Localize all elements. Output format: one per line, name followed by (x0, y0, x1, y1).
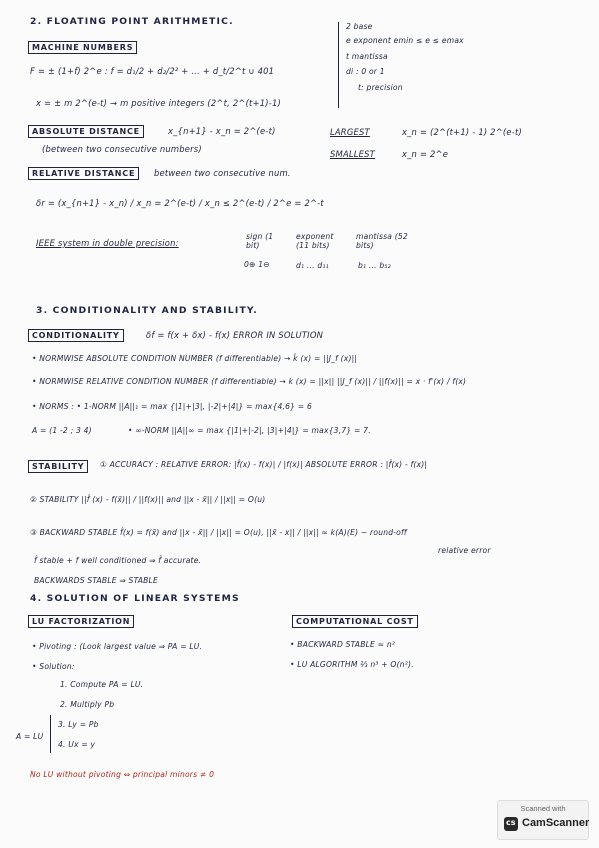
rel-note: between two consecutive num. (154, 168, 291, 178)
relative-distance-box: RELATIVE DISTANCE (28, 167, 139, 180)
pivoting-line: • Pivoting : (Look largest value ⇒ PA = LU. (32, 642, 203, 651)
relative-error-note: relative error (438, 546, 491, 555)
note-2: t mantissa (346, 52, 388, 61)
cost-line-1: • BACKWARD STABLE ≈ n² (290, 640, 396, 649)
x-formula: x = ± m 2^(e-t) → m positive integers (2^t, 2^(t+1)-1) (36, 98, 281, 108)
inf-norm: • ∞-NORM ||A||∞ = max {|1|+|-2|, |3|+|4|} = max{3,7} = 7. (128, 426, 371, 435)
largest-label: LARGEST (330, 127, 370, 137)
section-4-title: 4. SOLUTION OF LINEAR SYSTEMS (30, 593, 240, 604)
ieee-val-sign: 0⊕ 1⊖ (244, 260, 270, 269)
note-3: di : 0 or 1 (346, 67, 385, 76)
a-eq-lu: A = LU (16, 732, 44, 741)
ieee-col-exp: exponent (11 bits) (296, 232, 334, 250)
cost-line-2: • LU ALGORITHM ⅔ n³ + O(n²). (290, 660, 414, 669)
lu-factorization-box: LU FACTORIZATION (28, 615, 134, 628)
largest-formula: x_n = (2^(t+1) - 1) 2^(e-t) (402, 127, 522, 137)
step-4: 4. Ux = y (58, 740, 96, 749)
note-4: t: precision (358, 83, 403, 92)
float-formula: F = ± (1+f) 2^e : f = d₁/2 + d₂/2² + ... + d_t/2^t ∪ 401 (30, 66, 275, 76)
norms-line: • NORMS : • 1-NORM ||A||₁ = max {|1|+|3|, |-2|+|4|} = max{4,6} = 6 (32, 402, 313, 411)
ieee-val-mant: b₁ ... b₅₂ (358, 261, 391, 270)
section-3-title: 3. CONDITIONALITY AND STABILITY. (36, 305, 258, 316)
solution-label: • Solution: (32, 662, 75, 671)
stability-line: ② STABILITY ||f̂ (x) - f(x̃)|| / ||f(x)|| and ||x - x̃|| / ||x|| = O(u) (30, 495, 266, 504)
matrix-A: A = (1 -2 ; 3 4) (32, 426, 92, 435)
ieee-title: IEEE system in double precision: (36, 238, 179, 248)
step-3: 3. Ly = Pb (58, 720, 99, 729)
scanned-with-text: Scanned with (520, 804, 566, 813)
absolute-distance-box: ABSOLUTE DISTANCE (28, 125, 144, 138)
cond-formula: δf = f(x + δx) - f(x) ERROR IN SOLUTION (146, 330, 324, 340)
norm-abs: • NORMWISE ABSOLUTE CONDITION NUMBER (f differentiable) → k̂ (x) = ||J_f (x)|| (32, 354, 358, 363)
camscanner-name: CamScanner (522, 817, 590, 829)
backward-line: ③ BACKWARD STABLE f̂(x) = f(x̃) and ||x - x̃|| / ||x|| = O(u), ||x̃ - x|| / ||x|| ≈ k(A)(E) ~ round-off (30, 528, 407, 537)
smallest-formula: x_n = 2^e (402, 149, 449, 159)
section-2-title: 2. FLOATING POINT ARITHMETIC. (30, 16, 234, 27)
steps-bracket (50, 715, 51, 753)
ieee-col-mant: mantissa (52 bits) (356, 232, 408, 250)
note-0: 2 base (346, 22, 373, 31)
ieee-col-sign: sign (1 bit) (246, 232, 274, 250)
smallest-label: SMALLEST (330, 149, 375, 159)
computational-cost-box: COMPUTATIONAL COST (292, 615, 418, 628)
notes-divider (338, 22, 339, 108)
step-1: 1. Compute PA = LU. (60, 680, 144, 689)
accuracy-line: ① ACCURACY : RELATIVE ERROR: |f̂(x) - f(x)| / |f(x)| ABSOLUTE ERROR : |f̂(x) - f(x)| (100, 460, 428, 469)
camscanner-logo-icon (504, 817, 518, 831)
rel-formula: δr = (x_{n+1} - x_n) / x_n = 2^(e-t) / x_n ≤ 2^(e-t) / 2^e = 2^-t (36, 198, 324, 208)
camscanner-badge (497, 800, 589, 840)
implication-2: BACKWARDS STABLE ⇒ STABLE (34, 576, 158, 585)
norm-rel: • NORMWISE RELATIVE CONDITION NUMBER (f differentiable) → k (x) = ||x|| ||J_f (x)|| / ||f(x)|| = x · f'(x) / f(x) (32, 377, 467, 386)
conditionality-box: CONDITIONALITY (28, 329, 124, 342)
pivoting-note: No LU without pivoting ⇔ principal minors ≠ 0 (30, 770, 215, 779)
step-2: 2. Multiply Pb (60, 700, 115, 709)
ieee-val-exp: d₁ ... d₁₁ (296, 261, 329, 270)
implication-1: f̂ stable + f well conditioned ⇒ f̂ accurate. (34, 556, 202, 565)
stability-box: STABILITY (28, 460, 88, 473)
machine-numbers-box: MACHINE NUMBERS (28, 41, 137, 54)
abs-formula: x_{n+1} - x_n = 2^(e-t) (168, 126, 276, 136)
note-1: e exponent emin ≤ e ≤ emax (346, 36, 464, 45)
abs-note: (between two consecutive numbers) (42, 144, 202, 154)
